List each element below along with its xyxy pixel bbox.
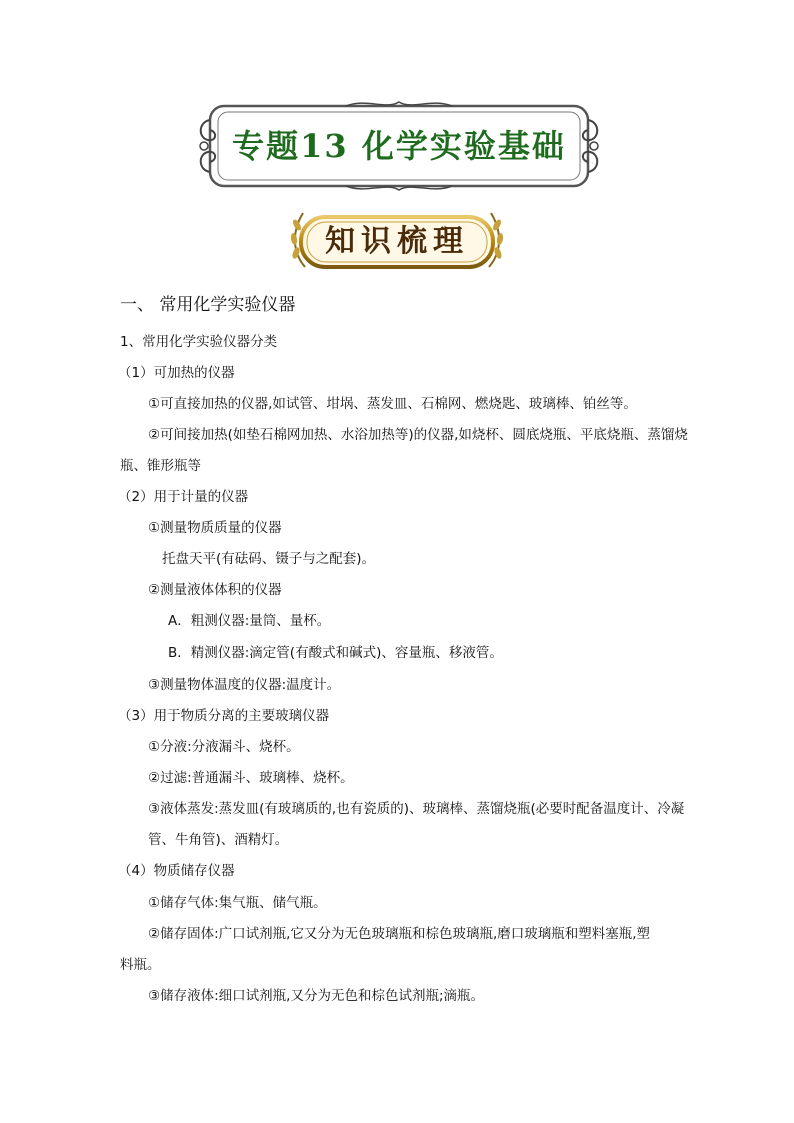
text-line: 瓶、锥形瓶等	[120, 458, 201, 474]
text-line: ②过滤:普通漏斗、玻璃棒、烧杯。	[148, 770, 354, 786]
text-line: （2）用于计量的仪器	[118, 489, 249, 505]
text-line: 托盘天平(有砝码、镊子与之配套)。	[162, 551, 376, 567]
document-title: 专题13 化学实验基础	[232, 127, 566, 165]
title-banner	[196, 100, 602, 192]
text-line: ②测量液体体积的仪器	[148, 582, 282, 598]
text-line: ③测量物体温度的仪器:温度计。	[148, 677, 341, 693]
section-heading: 一、 常用化学实验仪器	[120, 295, 296, 315]
text-line: B．精测仪器:滴定管(有酸式和碱式)、容量瓶、移液管。	[168, 645, 503, 661]
text-line: ①测量物质质量的仪器	[148, 520, 282, 536]
badge-label: 知识梳理	[325, 224, 469, 259]
text-line: A．粗测仪器:量筒、量杯。	[168, 613, 331, 629]
text-line: （1）可加热的仪器	[118, 365, 235, 381]
text-line: （3）用于物质分离的主要玻璃仪器	[118, 708, 330, 724]
text-line: 料瓶。	[120, 957, 161, 973]
text-line: ②可间接加热(如垫石棉网加热、水浴加热等)的仪器,如烧杯、圆底烧瓶、平底烧瓶、蒸馏烧	[148, 427, 688, 443]
text-line: ①储存气体:集气瓶、储气瓶。	[148, 895, 327, 911]
knowledge-badge	[285, 205, 509, 277]
text-line: ③储存液体:细口试剂瓶,又分为无色和棕色试剂瓶;滴瓶。	[148, 988, 484, 1004]
text-line: ②储存固体:广口试剂瓶,它又分为无色玻璃瓶和棕色玻璃瓶,磨口玻璃瓶和塑料塞瓶,塑	[148, 926, 651, 942]
text-line: 1、常用化学实验仪器分类	[120, 334, 278, 350]
text-line: （4）物质储存仪器	[118, 863, 235, 879]
text-line: ③液体蒸发:蒸发皿(有玻璃质的,也有瓷质的)、玻璃棒、蒸馏烧瓶(必要时配备温度计、冷凝	[148, 801, 685, 817]
text-line: ①可直接加热的仪器,如试管、坩埚、蒸发皿、石棉网、燃烧匙、玻璃棒、铂丝等。	[148, 396, 637, 412]
text-line: 管、牛角管)、酒精灯。	[148, 832, 289, 848]
text-line: ①分液:分液漏斗、烧杯。	[148, 739, 300, 755]
